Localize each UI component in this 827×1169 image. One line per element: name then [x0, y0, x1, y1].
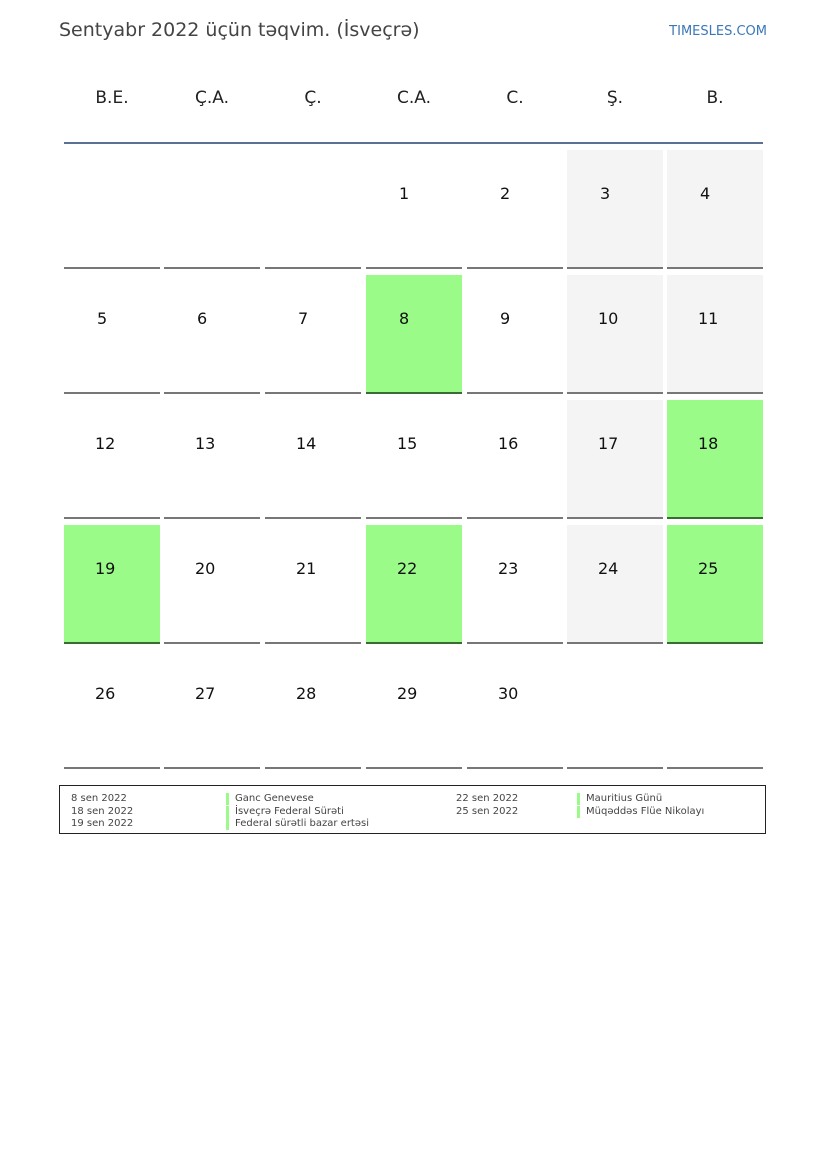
holiday-date: 25 sen 2022 — [456, 806, 519, 817]
day-cell[interactable] — [567, 275, 663, 394]
day-number: 25 — [698, 559, 719, 578]
empty-day-cell — [164, 150, 260, 269]
day-number: 15 — [397, 434, 418, 453]
day-number: 5 — [97, 309, 108, 328]
day-number: 21 — [296, 559, 317, 578]
day-cell[interactable] — [567, 525, 663, 644]
day-cell[interactable] — [64, 650, 160, 769]
day-cell[interactable] — [265, 650, 361, 769]
day-cell[interactable] — [64, 525, 160, 644]
holiday-name: Ganc Genevese — [226, 793, 314, 805]
day-cell[interactable] — [164, 650, 260, 769]
day-number: 2 — [500, 184, 511, 203]
weekday-label: C.A. — [396, 88, 431, 108]
day-cell[interactable] — [64, 400, 160, 519]
day-number: 3 — [600, 184, 611, 203]
day-cell[interactable] — [667, 150, 763, 269]
day-cell[interactable] — [164, 525, 260, 644]
day-cell[interactable] — [164, 275, 260, 394]
day-number: 11 — [698, 309, 719, 328]
weekday-label: Ç.A. — [194, 88, 229, 108]
holiday-date: 22 sen 2022 — [456, 793, 519, 804]
day-number: 26 — [95, 684, 116, 703]
day-number: 10 — [598, 309, 619, 328]
header-divider — [64, 142, 763, 144]
day-number: 9 — [500, 309, 511, 328]
day-cell[interactable] — [667, 275, 763, 394]
holiday-name: İsveçrə Federal Sürəti — [226, 806, 344, 818]
day-number: 19 — [95, 559, 116, 578]
day-number: 1 — [399, 184, 410, 203]
day-cell[interactable] — [467, 400, 563, 519]
weekday-label: C. — [506, 88, 524, 108]
day-number: 30 — [498, 684, 519, 703]
empty-day-cell — [667, 650, 763, 769]
site-link[interactable]: TIMESLES.COM — [669, 24, 767, 39]
day-number: 20 — [195, 559, 216, 578]
day-number: 22 — [397, 559, 418, 578]
day-cell[interactable] — [567, 400, 663, 519]
weekday-label: Ş. — [606, 88, 624, 108]
day-cell[interactable] — [366, 650, 462, 769]
empty-day-cell — [567, 650, 663, 769]
day-number: 8 — [399, 309, 410, 328]
day-number: 7 — [298, 309, 309, 328]
day-number: 27 — [195, 684, 216, 703]
day-number: 23 — [498, 559, 519, 578]
holiday-date: 8 sen 2022 — [71, 793, 127, 804]
day-cell[interactable] — [265, 525, 361, 644]
day-cell[interactable] — [366, 150, 462, 269]
weekday-label: B.E. — [95, 88, 129, 108]
holiday-date: 19 sen 2022 — [71, 818, 134, 829]
day-number: 17 — [598, 434, 619, 453]
holiday-name: Müqəddəs Flüe Nikolayı — [577, 806, 704, 818]
holiday-legend — [59, 785, 766, 834]
day-cell[interactable] — [567, 150, 663, 269]
day-cell[interactable] — [366, 400, 462, 519]
weekday-label: B. — [706, 88, 724, 108]
day-number: 4 — [700, 184, 711, 203]
day-cell[interactable] — [467, 650, 563, 769]
holiday-name: Mauritius Günü — [577, 793, 662, 805]
holiday-name: Federal sürətli bazar ertəsi — [226, 818, 369, 830]
day-cell[interactable] — [164, 400, 260, 519]
day-cell[interactable] — [366, 525, 462, 644]
day-cell[interactable] — [366, 275, 462, 394]
day-cell[interactable] — [265, 400, 361, 519]
day-number: 24 — [598, 559, 619, 578]
weekday-header-row — [62, 88, 765, 120]
day-number: 14 — [296, 434, 317, 453]
page-title: Sentyabr 2022 üçün təqvim. (İsveçrə) — [59, 19, 420, 41]
day-cell[interactable] — [667, 400, 763, 519]
day-cell[interactable] — [467, 525, 563, 644]
day-cell[interactable] — [467, 150, 563, 269]
empty-day-cell — [265, 150, 361, 269]
day-number: 13 — [195, 434, 216, 453]
empty-day-cell — [64, 150, 160, 269]
holiday-date: 18 sen 2022 — [71, 806, 134, 817]
day-number: 28 — [296, 684, 317, 703]
day-cell[interactable] — [467, 275, 563, 394]
day-number: 29 — [397, 684, 418, 703]
day-number: 6 — [197, 309, 208, 328]
day-number: 18 — [698, 434, 719, 453]
weekday-label: Ç. — [304, 88, 322, 108]
day-number: 12 — [95, 434, 116, 453]
day-cell[interactable] — [64, 275, 160, 394]
day-cell[interactable] — [667, 525, 763, 644]
day-cell[interactable] — [265, 275, 361, 394]
day-number: 16 — [498, 434, 519, 453]
